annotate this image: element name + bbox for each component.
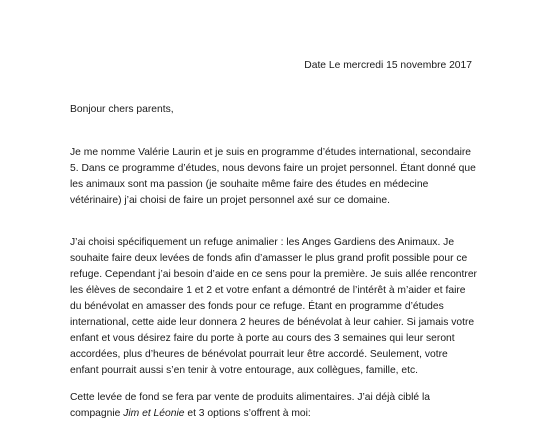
paragraph-line: J’ai choisi spécifiquement un refuge animalier : les Anges Gardiens des Animaux. Je bbox=[70, 237, 455, 248]
paragraph-line: enfant pourrait aussi s’en tenir à votre entourage, aux collègues, famille, etc. bbox=[70, 365, 419, 376]
paragraph-line: du bénévolat en amasser des fonds pour ce refuge. Étant en programme d’études bbox=[70, 301, 444, 312]
paragraph-line: accordées, plus d’heures de bénévolat pourrait leur être accordé. Seulement, votre bbox=[70, 349, 448, 360]
paragraph-line: Je me nomme Valérie Laurin et je suis en programme d’études international, secondaire bbox=[70, 147, 472, 158]
paragraph-line bbox=[70, 407, 311, 420]
text-run: et 3 options s’offrent à moi: bbox=[184, 408, 311, 419]
paragraph-line: refuge. Cependant j’ai besoin d’aide en ce sens pour la première. Je suis allée rencontrer bbox=[70, 269, 477, 280]
greeting: Bonjour chers parents, bbox=[70, 104, 174, 115]
paragraph-line: souhaite faire deux levées de fonds afin d’amasser le plus grand profit possible pour ce bbox=[70, 253, 468, 264]
paragraph-line: international, cette aide leur donnera 2 heures de bénévolat à leur cahier. Si jamais votre bbox=[70, 317, 475, 328]
paragraph-line: Cette levée de fond se fera par vente de produits alimentaires. J’ai déjà ciblé la bbox=[70, 392, 431, 403]
letter-date: Date Le mercredi 15 novembre 2017 bbox=[304, 60, 472, 71]
company-name: Jim et Léonie bbox=[123, 408, 185, 419]
paragraph-line: vétérinaire) j’ai choisi de faire un projet personnel axé sur ce domaine. bbox=[70, 195, 390, 206]
paragraph-line: les élèves de secondaire 1 et 2 et votre enfant a démontré de l’intérêt à m’aider et faire bbox=[70, 285, 466, 296]
text-run: compagnie bbox=[70, 408, 124, 419]
paragraph-line: les animaux sont ma passion (je souhaite même faire des études en médecine bbox=[70, 179, 429, 190]
paragraph-line: 5. Dans ce programme d’études, nous devons faire un projet personnel. Étant donné que bbox=[70, 163, 476, 174]
paragraph-line: enfant et vous désirez faire du porte à porte au cours des 3 semaines qui leur seront bbox=[70, 333, 455, 344]
